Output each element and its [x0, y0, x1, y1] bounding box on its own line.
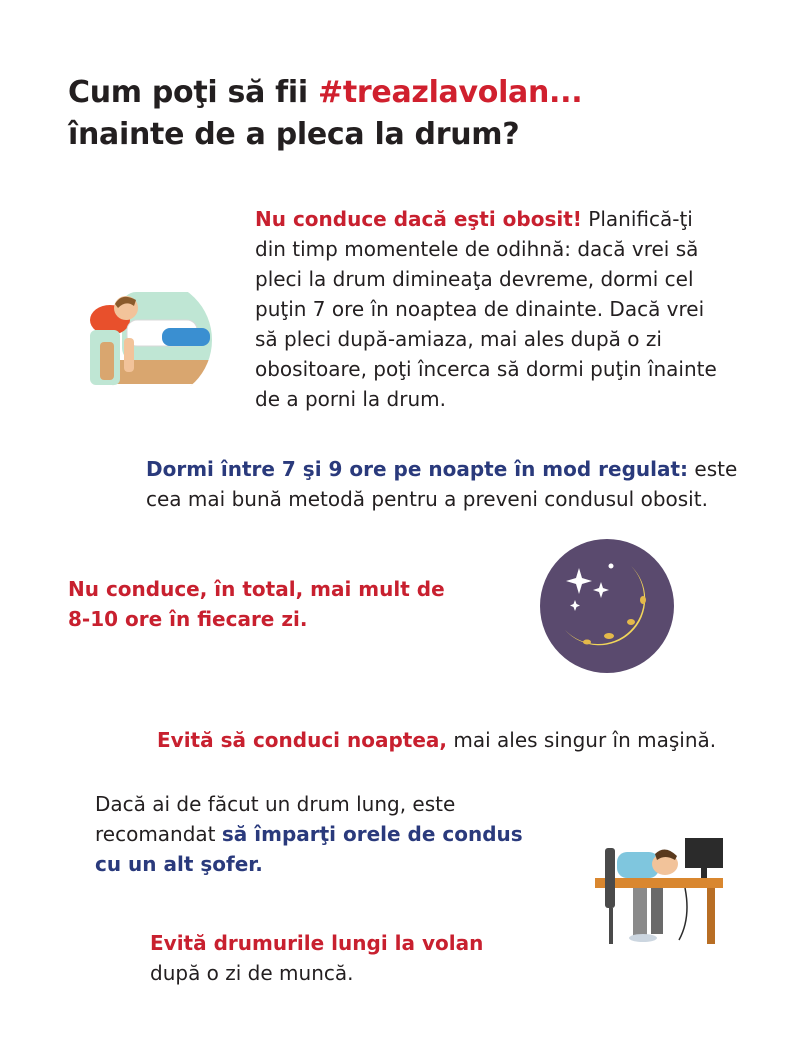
tip-highlight: Evită drumurile lungi la volan	[150, 931, 484, 955]
tip-night-driving	[157, 725, 757, 755]
tip-highlight: Dormi între 7 şi 9 ore pe noapte în mod regulat:	[146, 457, 689, 481]
tip-text: Planifică-ţi din timp momentele de odihnă: dacă vrei să pleci la drum dimineaţa devreme, dormi cel puţin 7 ore în noaptea de dinainte. Dacă vrei să pleci după-amiaza, mai ales după o zi obositoare, poţi încerca să dormi puţin înainte de a porni la drum.	[255, 207, 717, 411]
tip-share-driving	[95, 789, 555, 879]
tip-sleep-hours	[146, 454, 746, 514]
man-sleeping-on-couch-icon	[82, 280, 222, 400]
tip-text: mai ales singur în maşină.	[447, 728, 717, 752]
tip-max-hours: Nu conduce, în total, mai mult de 8-10 ore în fiecare zi.	[68, 577, 445, 631]
tip-highlight: Evită să conduci noaptea,	[157, 728, 448, 752]
crescent-moon-with-stars-icon	[539, 538, 675, 674]
title-line1-start: Cum poţi să fii	[68, 75, 319, 110]
tip-text: Dacă ai de făcut un drum lung, este recomandat	[95, 792, 456, 846]
tip-after-work	[150, 928, 550, 988]
tip-text: după o zi de muncă.	[150, 961, 354, 985]
title-hashtag: #treazlavolan...	[318, 75, 583, 110]
page-title	[68, 72, 582, 156]
man-asleep-at-desk-icon	[595, 828, 735, 948]
tip-highlight: Nu conduce dacă eşti obosit!	[255, 207, 582, 231]
tip-text: este cea mai bună metodă pentru a preveni condusul obosit.	[146, 457, 738, 511]
tip-highlight: să împarţi orele de condus cu un alt şofer.	[95, 822, 523, 876]
tip-tired-driving	[255, 204, 725, 414]
title-line2: înainte de a pleca la drum?	[68, 117, 520, 152]
